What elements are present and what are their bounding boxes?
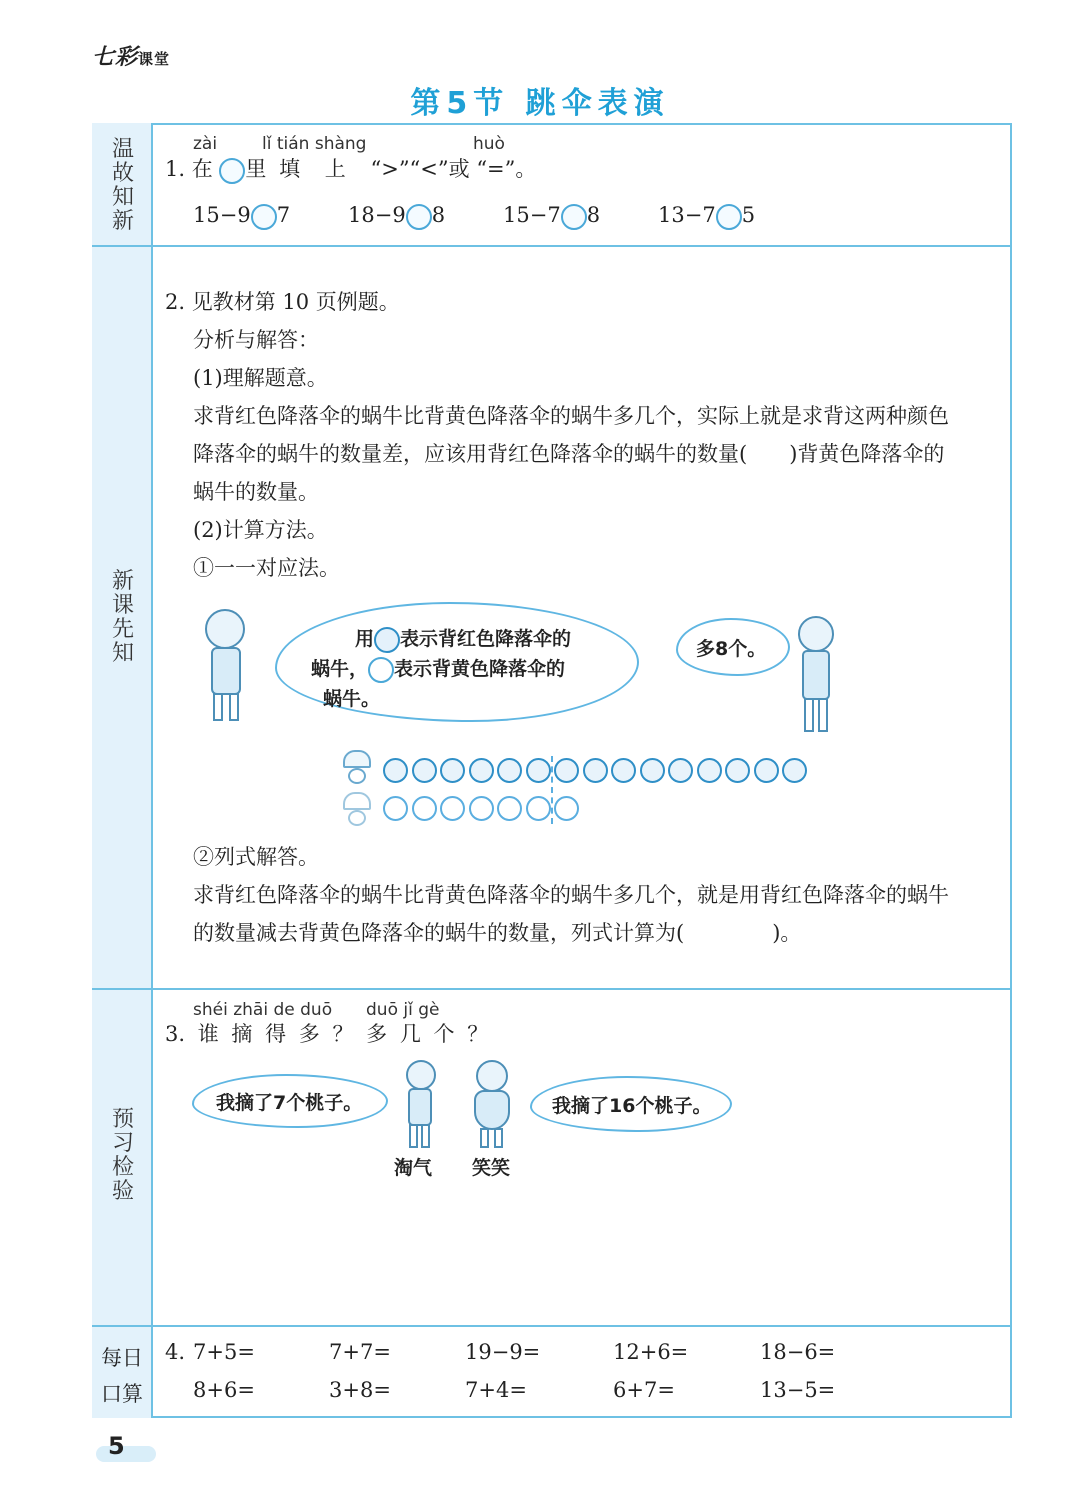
q1-item [193, 196, 290, 234]
q2-line: 2. 见教材第 10 页例题。 [165, 290, 400, 314]
page-number-bg [96, 1446, 156, 1462]
mental-math-item: 3+8= [329, 1378, 391, 1402]
q2-text: )背黄色降落伞的 [789, 442, 945, 466]
q1-item-left: 13−7 [658, 203, 716, 227]
red-snail-circle [526, 758, 551, 783]
bubble-text: 我摘了16个桃子。 [552, 1095, 712, 1117]
answer-circle[interactable] [561, 204, 587, 230]
red-snail-circle [554, 758, 579, 783]
mental-math-item: 7+7= [329, 1340, 391, 1364]
name-xiaoxiao: 笑笑 [472, 1157, 511, 1179]
q2-line: ②列式解答。 [193, 845, 319, 869]
question-1 [165, 150, 536, 188]
yellow-snail-circle [412, 796, 437, 821]
q2-text: 的数量减去背黄色降落伞的蜗牛的数量，列式计算为( [193, 921, 685, 945]
q1-char: 或 [448, 157, 470, 181]
one-to-one-diagram [380, 756, 790, 826]
yellow-snail-circle [440, 796, 465, 821]
page-number: 5 [108, 1432, 125, 1460]
q1-item-right: 7 [276, 203, 291, 227]
divider [92, 1325, 1012, 1327]
red-snail-circle [640, 758, 665, 783]
yellow-snail-circle [383, 796, 408, 821]
yellow-snail-circle [554, 796, 579, 821]
pinyin: jǐ [403, 1000, 413, 1020]
q3-char: 个 [433, 1022, 455, 1046]
dashed-divider [551, 756, 553, 824]
bubble-text: 表示背黄色降落伞的 [394, 658, 566, 680]
speech-bubble-boy [676, 618, 790, 676]
red-snail-circle [383, 758, 408, 783]
pinyin-zai: zài [193, 134, 218, 154]
q1-item [658, 196, 755, 234]
answer-circle[interactable] [716, 204, 742, 230]
q2-line: 分析与解答： [193, 328, 319, 352]
brand-logo [92, 40, 170, 71]
mental-math-item: 7+5= [193, 1340, 255, 1364]
q1-char: 填 [279, 157, 301, 181]
red-snail-circle [725, 758, 750, 783]
q2-line: (1)理解题意。 [193, 366, 328, 390]
q2-line: ①一一对应法。 [193, 556, 340, 580]
red-circle-icon [374, 627, 400, 653]
pinyin: de [273, 1000, 295, 1020]
q2-text: 降落伞的蜗牛的数量差，应该用背红色降落伞的蜗牛的数量( [193, 442, 748, 466]
pinyin: zhāi [233, 1000, 269, 1020]
mental-math-item: 12+6= [613, 1340, 689, 1364]
bubble-text: 用 [355, 628, 375, 650]
section-label-new-lesson: 新课先知 [111, 569, 134, 666]
pinyin: gè [418, 1000, 440, 1020]
answer-circle[interactable] [251, 204, 277, 230]
pinyin-li-tian-shang: lǐ tián shàng [262, 134, 367, 154]
q2-text: )。 [772, 921, 802, 945]
speech-bubble-taoqi [192, 1074, 388, 1128]
question-number: 1. [165, 157, 186, 181]
red-snail-circle [697, 758, 722, 783]
taoqi-illustration [398, 1058, 440, 1148]
divider [92, 988, 1012, 990]
boy-illustration [786, 612, 846, 737]
q1-item [503, 196, 600, 234]
red-snail-circle [668, 758, 693, 783]
section-label-preview: 预习检验 [111, 1107, 134, 1204]
q1-char: 上 [324, 157, 346, 181]
q2-line: 蜗牛的数量。 [193, 480, 319, 504]
q3-char: 得 [265, 1022, 287, 1046]
red-snail-circle [412, 758, 437, 783]
parachute-snail-icon [340, 748, 370, 830]
pinyin: duō [300, 1000, 333, 1020]
pinyin: shéi [193, 1000, 228, 1020]
q3-char: 摘 [231, 1022, 253, 1046]
yellow-circle-icon [368, 657, 394, 683]
q4-number: 4. [165, 1340, 186, 1364]
section-label-review: 温故知新 [111, 137, 134, 234]
divider [92, 245, 1012, 247]
xiaoxiao-illustration [460, 1058, 520, 1148]
speech-bubble-xiaoxiao [530, 1076, 732, 1132]
answer-circle [219, 158, 245, 184]
section-sidebar [92, 123, 153, 1418]
red-snail-circle [782, 758, 807, 783]
bubble-text: 蜗牛。 [323, 688, 381, 710]
q1-symbols: “>”“<” [370, 157, 449, 181]
q3-char: ？ [332, 1022, 354, 1046]
mental-math-item: 13−5= [760, 1378, 836, 1402]
q1-item-left: 15−9 [193, 203, 251, 227]
red-snail-circle [611, 758, 636, 783]
yellow-snail-circle [497, 796, 522, 821]
q2-line: (2)计算方法。 [193, 518, 328, 542]
question-3 [165, 1015, 488, 1053]
q3-char: 多 [298, 1022, 320, 1046]
brand-suffix: 课堂 [138, 50, 171, 68]
q1-char: 在 [191, 157, 213, 181]
mental-math-item: 8+6= [193, 1378, 255, 1402]
red-snail-circle [497, 758, 522, 783]
red-snail-circle [754, 758, 779, 783]
name-taoqi: 淘气 [394, 1157, 433, 1179]
q2-line: 求背红色降落伞的蜗牛比背黄色降落伞的蜗牛多几个，实际上就是求背这两种颜色 [193, 404, 949, 428]
q2-line: 求背红色降落伞的蜗牛比背黄色降落伞的蜗牛多几个，就是用背红色降落伞的蜗牛 [193, 883, 949, 907]
section-label-daily [99, 1340, 149, 1412]
q1-item-right: 8 [586, 203, 601, 227]
mental-math-item: 7+4= [465, 1378, 527, 1402]
daily-label-text: 每日口算 [101, 1346, 143, 1406]
bubble-text: 多8个。 [696, 638, 767, 660]
q1-item-right: 8 [431, 203, 446, 227]
bubble-text: 蜗牛， [311, 658, 369, 680]
pinyin: duō [366, 1000, 398, 1020]
answer-circle[interactable] [406, 204, 432, 230]
red-snail-circle [469, 758, 494, 783]
q1-char: 里 [245, 157, 267, 181]
question-number: 3. [165, 1022, 186, 1046]
yellow-snail-circle [469, 796, 494, 821]
q2-line [193, 914, 801, 952]
speech-bubble-girl [275, 602, 639, 722]
bubble-text: 表示背红色降落伞的 [400, 628, 572, 650]
q1-item-right: 5 [741, 203, 756, 227]
girl-illustration [193, 605, 268, 725]
page-title: 第5节 跳伞表演 [410, 86, 670, 121]
mental-math-item: 6+7= [613, 1378, 675, 1402]
pinyin-huo: huò [473, 134, 505, 154]
mental-math-item: 18−6= [760, 1340, 836, 1364]
q1-item [348, 196, 445, 234]
q2-line [193, 435, 944, 473]
mental-math-item: 19−9= [465, 1340, 541, 1364]
yellow-snail-circle [526, 796, 551, 821]
q3-char: ？ [467, 1022, 489, 1046]
q1-eq: “=”。 [476, 157, 537, 181]
q3-char: 几 [399, 1022, 421, 1046]
bubble-text: 我摘了7个桃子。 [216, 1092, 363, 1114]
q1-item-left: 18−9 [348, 203, 406, 227]
q1-item-left: 15−7 [503, 203, 561, 227]
q3-char: 谁 [197, 1022, 219, 1046]
q3-char: 多 [366, 1022, 388, 1046]
brand-name: 七彩 [92, 45, 139, 70]
red-snail-circle [440, 758, 465, 783]
red-snail-circle [583, 758, 608, 783]
